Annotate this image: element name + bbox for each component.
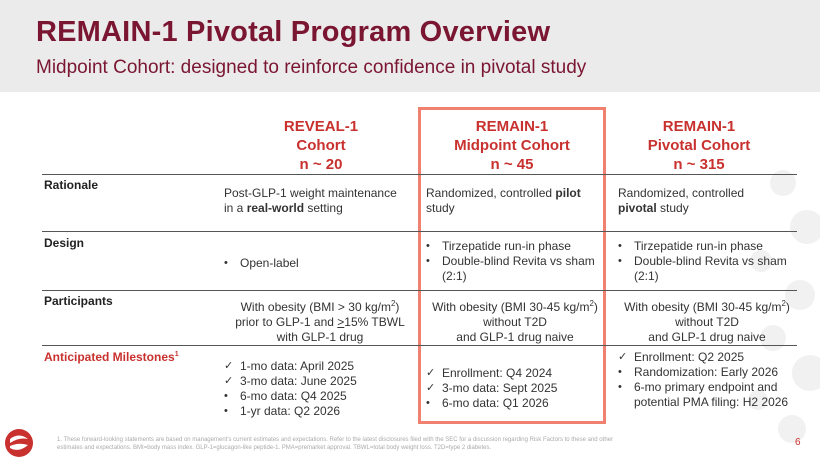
list-item: • Open-label (224, 256, 299, 270)
column-header-reveal: REVEAL-1 Cohort n ~ 20 (283, 118, 359, 173)
row-label-participants: Participants (44, 294, 113, 308)
list-item: • Double-blind Revita vs sham (2:1) (618, 254, 787, 283)
participants-midpoint: With obesity (BMI 30-45 $kg/m^2$) without T2D and GLP-1 drug naive (432, 299, 598, 344)
list-item: ✓ Enrollment: Q2 2025 (618, 350, 745, 364)
design-pivotal (618, 239, 793, 284)
list-item: • Tirzepatide run-in phase (426, 239, 571, 253)
row-label-rationale: Rationale (44, 178, 99, 192)
design-midpoint (426, 239, 601, 284)
list-item: • 6-mo primary endpoint and potential PMA filing: H2 2026 (618, 380, 789, 409)
milestones-midpoint (426, 366, 601, 411)
divider (42, 231, 797, 232)
list-item: • 1-yr data: Q2 2026 (224, 404, 341, 418)
list-item: • Tirzepatide run-in phase (618, 239, 763, 253)
divider (42, 174, 797, 175)
column-header-midpoint: REMAIN-1 Midpoint Cohort n ~ 45 (454, 118, 570, 173)
list-item: • Double-blind Revita vs sham (2:1) (426, 254, 595, 283)
page-subtitle: Midpoint Cohort: designed to reinforce confidence in pivotal study (36, 57, 587, 78)
list-item: ✓ 3-mo data: June 2025 (224, 374, 357, 388)
list-item: • 6-mo data: Q1 2026 (426, 396, 549, 410)
page-title: REMAIN-1 Pivotal Program Overview (36, 16, 551, 48)
row-label-design: Design (44, 236, 85, 250)
list-item: ✓ Enrollment: Q4 2024 (426, 366, 553, 380)
list-item: • 6-mo data: Q4 2025 (224, 389, 347, 403)
list-item: ✓ 3-mo data: Sept 2025 (426, 381, 558, 395)
footnote: 1. These forward-looking statements are based on management's current estimates and expectations. Refer to the latest disclosures filed with the SEC for a discussion regarding Risk Factors to these and other estimates and expectations. BMI=body mass index. GLP-1=glucagon-like peptide-1. PMA=premarket approval. TBWL=total body weight loss. T2D=type 2 diabetes. (57, 437, 613, 451)
row-label-milestones: Anticipated Milestones$^1$ (44, 350, 179, 364)
divider (42, 345, 797, 346)
milestones-reveal (224, 359, 414, 419)
page-number: 6 (795, 437, 801, 448)
company-logo-icon (4, 428, 34, 458)
column-header-pivotal: REMAIN-1 Pivotal Cohort n ~ 315 (647, 118, 751, 173)
list-item: • Randomization: Early 2026 (618, 365, 779, 379)
divider (42, 290, 797, 291)
list-item: ✓ 1-mo data: April 2025 (224, 359, 355, 373)
rationale-midpoint: Randomized, controlled pilot study (426, 186, 581, 215)
participants-reveal: With obesity (BMI > 30 $kg/m^2$) prior to GLP-1 and >15% TBWL with GLP-1 drug (235, 299, 405, 344)
rationale-reveal: Post-GLP-1 weight maintenance in a real-world setting (224, 186, 397, 215)
participants-pivotal: With obesity (BMI 30-45 $kg/m^2$) without T2D and GLP-1 drug naive (624, 299, 790, 344)
design-reveal (224, 256, 414, 271)
rationale-pivotal: Randomized, controlled pivotal study (618, 186, 745, 215)
milestones-pivotal (618, 350, 790, 410)
